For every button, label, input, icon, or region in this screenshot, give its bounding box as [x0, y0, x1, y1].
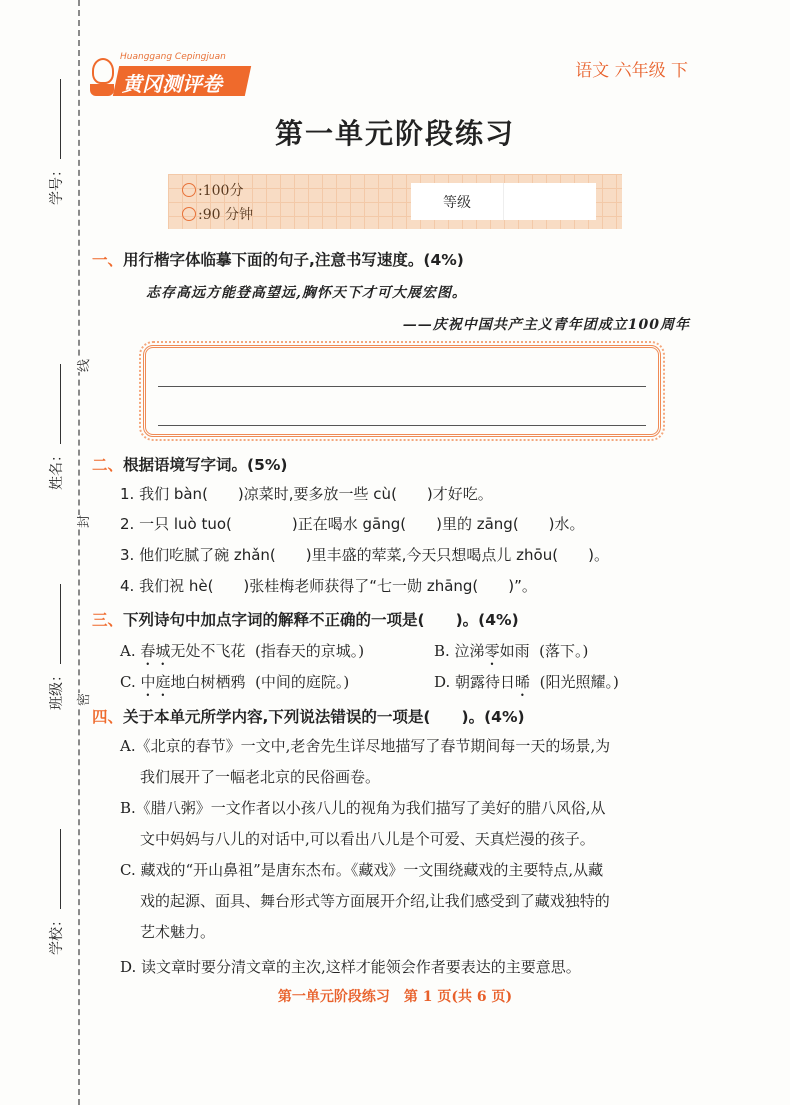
copy-sentence: 志存高远方能登高望远,胸怀天下才可大展宏图。	[146, 285, 467, 301]
handwriting-box[interactable]	[143, 345, 661, 437]
option-c-line: 艺术魅力。	[140, 923, 216, 941]
sentence-source: ——庆祝中国共产主义青年团成立100周年	[402, 317, 690, 333]
option-b-line: 文中妈妈与八儿的对话中,可以看出八儿是个可爱、天真烂漫的孩子。	[140, 830, 595, 848]
clock-icon	[182, 207, 196, 221]
pot-icon	[90, 84, 114, 96]
dotted-chars: 零	[484, 642, 500, 660]
seal-mark-seal: 封	[73, 515, 92, 528]
option-c-line: 戏的起源、面具、舞台形式等方面展开介绍,让我们感受到了藏戏独特的	[140, 892, 610, 910]
option-d-line[interactable]: D. 读文章时要分清文章的主次,这样才能领会作者要表达的主要意思。	[120, 958, 581, 976]
field-label: 学校：	[49, 913, 65, 955]
writing-line	[158, 425, 646, 426]
question-number: 四、	[92, 708, 124, 726]
field-label: 姓名：	[49, 448, 65, 490]
option-a-line: 我们展开了一幅老北京的民俗画卷。	[140, 768, 381, 786]
field-underline[interactable]	[60, 829, 61, 909]
fill-item: 2. 一只 luò tuo( )正在喝水 gāng( )里的 zāng( )水。	[120, 515, 585, 533]
school-field[interactable]	[46, 829, 66, 955]
score-text: :100分	[198, 183, 244, 199]
option-text: D. 朝露待日	[434, 673, 516, 691]
logo-english: Huanggang Cepingjuan	[120, 52, 226, 62]
question-2-heading	[92, 453, 288, 475]
option-b[interactable]	[434, 640, 588, 669]
question-text: 用行楷字体临摹下面的句子,注意书写速度。(4%)	[123, 251, 464, 269]
question-1-heading	[92, 248, 464, 270]
time-text: :90 分钟	[198, 207, 253, 223]
field-label: 班级：	[49, 668, 65, 710]
question-number: 三、	[92, 611, 124, 629]
brand-logo	[88, 52, 253, 102]
option-text: C.	[120, 673, 141, 691]
exam-info-box	[168, 174, 622, 229]
question-text: 下列诗句中加点字词的解释不正确的一项是( )。(4%)	[123, 611, 519, 629]
option-c-line[interactable]: C. 藏戏的“开山鼻祖”是唐东杰布。《藏戏》一文围绕藏戏的主要特点,从藏	[120, 861, 604, 879]
lightbulb-icon	[92, 58, 114, 84]
grade-value-field[interactable]	[503, 183, 596, 220]
subject-grade: 语文 六年级 下	[575, 61, 688, 81]
option-a[interactable]	[120, 640, 364, 669]
logo-chinese: 黄冈测评卷	[122, 72, 222, 96]
question-text: 根据语境写字词。(5%)	[123, 456, 288, 474]
option-a-line[interactable]: A.《北京的春节》一文中,老舍先生详尽地描写了春节期间每一天的场景,为	[120, 737, 611, 755]
dotted-chars: 中庭	[140, 673, 171, 691]
trophy-icon	[182, 183, 196, 197]
page-footer: 第一单元阶段练习 第 1 页(共 6 页)	[277, 989, 513, 1005]
option-b-line[interactable]: B.《腊八粥》一文作者以小孩八儿的视角为我们描写了美好的腊八风俗,从	[120, 799, 606, 817]
option-text: 无处不飞花	[170, 642, 246, 660]
page-title: 第一单元阶段练习	[274, 117, 515, 150]
seal-mark-line: 线	[73, 359, 92, 372]
option-text: 如雨	[499, 642, 530, 660]
time-info	[182, 204, 253, 224]
question-3-heading	[92, 608, 519, 630]
fill-item: 3. 他们吃腻了碗 zhǎn( )里丰盛的荤菜,今天只想喝点儿 zhōu( )。	[120, 546, 609, 564]
fill-item: 1. 我们 bàn( )凉菜时,要多放一些 cù( )才好吃。	[120, 485, 493, 503]
field-underline[interactable]	[60, 584, 61, 664]
option-d[interactable]	[434, 671, 619, 700]
student-name-field[interactable]	[46, 364, 66, 490]
class-field[interactable]	[46, 584, 66, 710]
option-c[interactable]	[120, 671, 349, 700]
field-underline[interactable]	[60, 364, 61, 444]
question-4-heading	[92, 705, 525, 727]
dotted-chars: 晞	[515, 673, 531, 691]
option-note: (指春天的京城。)	[254, 642, 365, 660]
option-text: B. 泣涕	[434, 642, 485, 660]
question-number: 一、	[92, 251, 124, 269]
question-text: 关于本单元所学内容,下列说法错误的一项是( )。(4%)	[123, 708, 525, 726]
dotted-chars: 春城	[140, 642, 171, 660]
option-note: (阳光照耀。)	[539, 673, 619, 691]
question-number: 二、	[92, 456, 124, 474]
seal-mark-secret: 密	[73, 693, 92, 706]
option-text: 地白树栖鸦	[170, 673, 246, 691]
option-note: (落下。)	[539, 642, 589, 660]
option-note: (中间的庭院。)	[255, 673, 350, 691]
field-label: 学号：	[49, 163, 65, 205]
grade-box	[411, 183, 596, 220]
writing-line	[158, 386, 646, 387]
grade-label: 等级	[443, 194, 471, 211]
fill-item: 4. 我们祝 hè( )张桂梅老师获得了“七一勋 zhāng( )”。	[120, 577, 537, 595]
option-text: A.	[120, 642, 141, 660]
score-info	[182, 180, 243, 200]
binding-dashed-line	[78, 0, 80, 1105]
